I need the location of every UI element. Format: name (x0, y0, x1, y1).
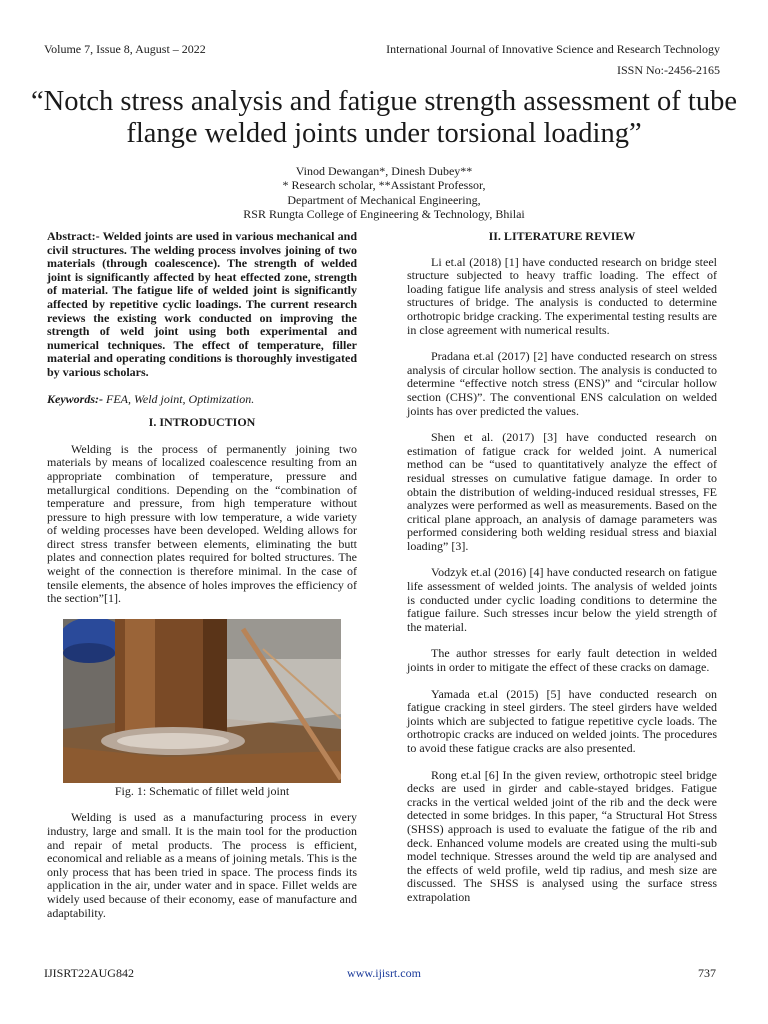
footer-page-number: 737 (698, 966, 716, 980)
literature-paragraph: Li et.al (2018) [1] have conducted research on bridge steel structure subjected to heavy traffic loading. The effect of loading fatigue life analysis and stress analysis of steel welded structures of bridge. The analysis is conducted to determine orthotropic bridge cracking. The experimental testing results are in close agreement with numerical results. (407, 254, 717, 337)
literature-paragraph: Shen et al. (2017) [3] have conducted research on estimation of fatigue crack for welded joint. A numerical method can be “used to quantitatively analyze the effect of residual stresses on cumulative fatigue damage. In order to obtain the distribution of welding-induced residual stresses, FE analyzes were performed as well as measurements. Based on the critical plane approach, an analysis of damage parameters was performed considering both welding residual stress and biaxial loading” [3]. (407, 430, 717, 553)
author-department: Department of Mechanical Engineering, (287, 192, 481, 207)
intro-paragraph-2: Welding is used as a manufacturing process in every industry, large and small. It is the main tool for the production and repair of metal products. The process is efficient, economical and reliable as a means of joining metals. This is the only process that has been tried in space. The process finds its application in the air, under water and in space. Fillet welds are widely used because of their economy, ease of manufacture and adaptability. (47, 810, 357, 920)
keywords-text: FEA, Weld joint, Optimization. (103, 391, 255, 406)
literature-paragraph: Vodzyk et.al (2016) [4] have conducted research on fatigue life assessment of welded joints. The analysis of welded joints is conducted under cyclic loading conditions to determine the fatigue failure. Such stresses incur below the yield strength of the material. (407, 565, 717, 634)
running-header-volume: Volume 7, Issue 8, August – 2022 (44, 42, 206, 56)
section-heading-introduction: I. INTRODUCTION (148, 415, 256, 430)
author-roles: * Research scholar, **Assistant Professor, (282, 178, 486, 193)
running-header-journal: International Journal of Innovative Science and Research Technology (386, 42, 720, 56)
section-heading-literature: II. LITERATURE REVIEW (488, 229, 636, 243)
author-institution: RSR Rungta College of Engineering & Technology, Bhilai (243, 206, 525, 221)
footer-website-link[interactable]: www.ijisrt.com (347, 966, 421, 980)
figure-caption: Fig. 1: Schematic of fillet weld joint (114, 783, 290, 798)
literature-paragraph: Pradana et.al (2017) [2] have conducted research on stress analysis of circular hollow section. The analysis is conducted to determine “effective notch stress (ENS)” and “circular hollow section (CHS)”. The conventional ENS calculation on welded joints has over predicted the values. (407, 349, 717, 418)
weld-joint-image (63, 619, 341, 783)
author-block (0, 164, 768, 221)
issn: ISSN No:-2456-2165 (616, 63, 720, 77)
keywords (47, 393, 357, 407)
figure-weld-photo (63, 619, 341, 783)
literature-paragraph: The author stresses for early fault detection in welded joints in order to mitigate the effect of these cracks on damage. (407, 646, 717, 675)
abstract: Abstract:- Welded joints are used in various mechanical and civil structures. The welding process involves joining of two materials (through coalescence). The strength of welded joint is significantly affected by heat effected zone, strength of material. The fatigue life of welded joint is significantly affected by repetitive cyclic loadings. The current research reviews the existing work conducted on improving the strength of weld joint using both experimental and numerical techniques. The effect of temperature, filler material and operating conditions is thoroughly investigated by various scholars. (47, 229, 357, 379)
author-names: Vinod Dewangan*, Dinesh Dubey** (295, 164, 473, 178)
literature-paragraph: Yamada et.al (2015) [5] have conducted research on fatigue cracking in steel girders. The steel girders have welded joints which are subjected to fatigue repetitive cycle loads. The orthotropic cracks are induced on welded joints. The procedures to avoid these fatigue cracks are also presented. (407, 686, 717, 755)
footer-paper-id: IJISRT22AUG842 (44, 966, 134, 980)
intro-paragraph-1: Welding is the process of permanently joining two materials by means of localized coalescence resulting from an appropriate combination of temperature, pressure and metallurgical conditions. Depending on the “combination of temperature and pressure, from high temperature without pressure to high pressure with low temperature, a wide variety of welding processes have been developed. Welding allows for direct stress transfer between elements, eliminating the butt plates and connection plates required for bolted structures. The weight of the connection is therefore minimal. In the case of tensile elements, the absence of holes improves the efficiency of the section”[1]. (47, 441, 357, 606)
paper-title: “Notch stress analysis and fatigue strength assessment of tube flange welded joints under torsional loading” (30, 86, 737, 149)
right-column (407, 230, 717, 918)
keywords-label: Keywords:- (47, 391, 103, 406)
left-column (47, 230, 357, 933)
literature-paragraph: Rong et.al [6] In the given review, orthotropic steel bridge decks are used in girder and cable-stayed bridges. Fatigue cracks in the vertical welded joint of the rib and the deck were detected in some bridges. In this paper, “a Structural Hot Stress (SHSS) approach is used to evaluate the fatigue of the rib and deck. Enhanced volume models are created using the multi-sub model technique. Stresses around the weld tip are analysed and the effects of weld profile, weld tip radius, and mesh size are discussed. The SHSS is analysed using the surface stress extrapolation (407, 767, 717, 904)
